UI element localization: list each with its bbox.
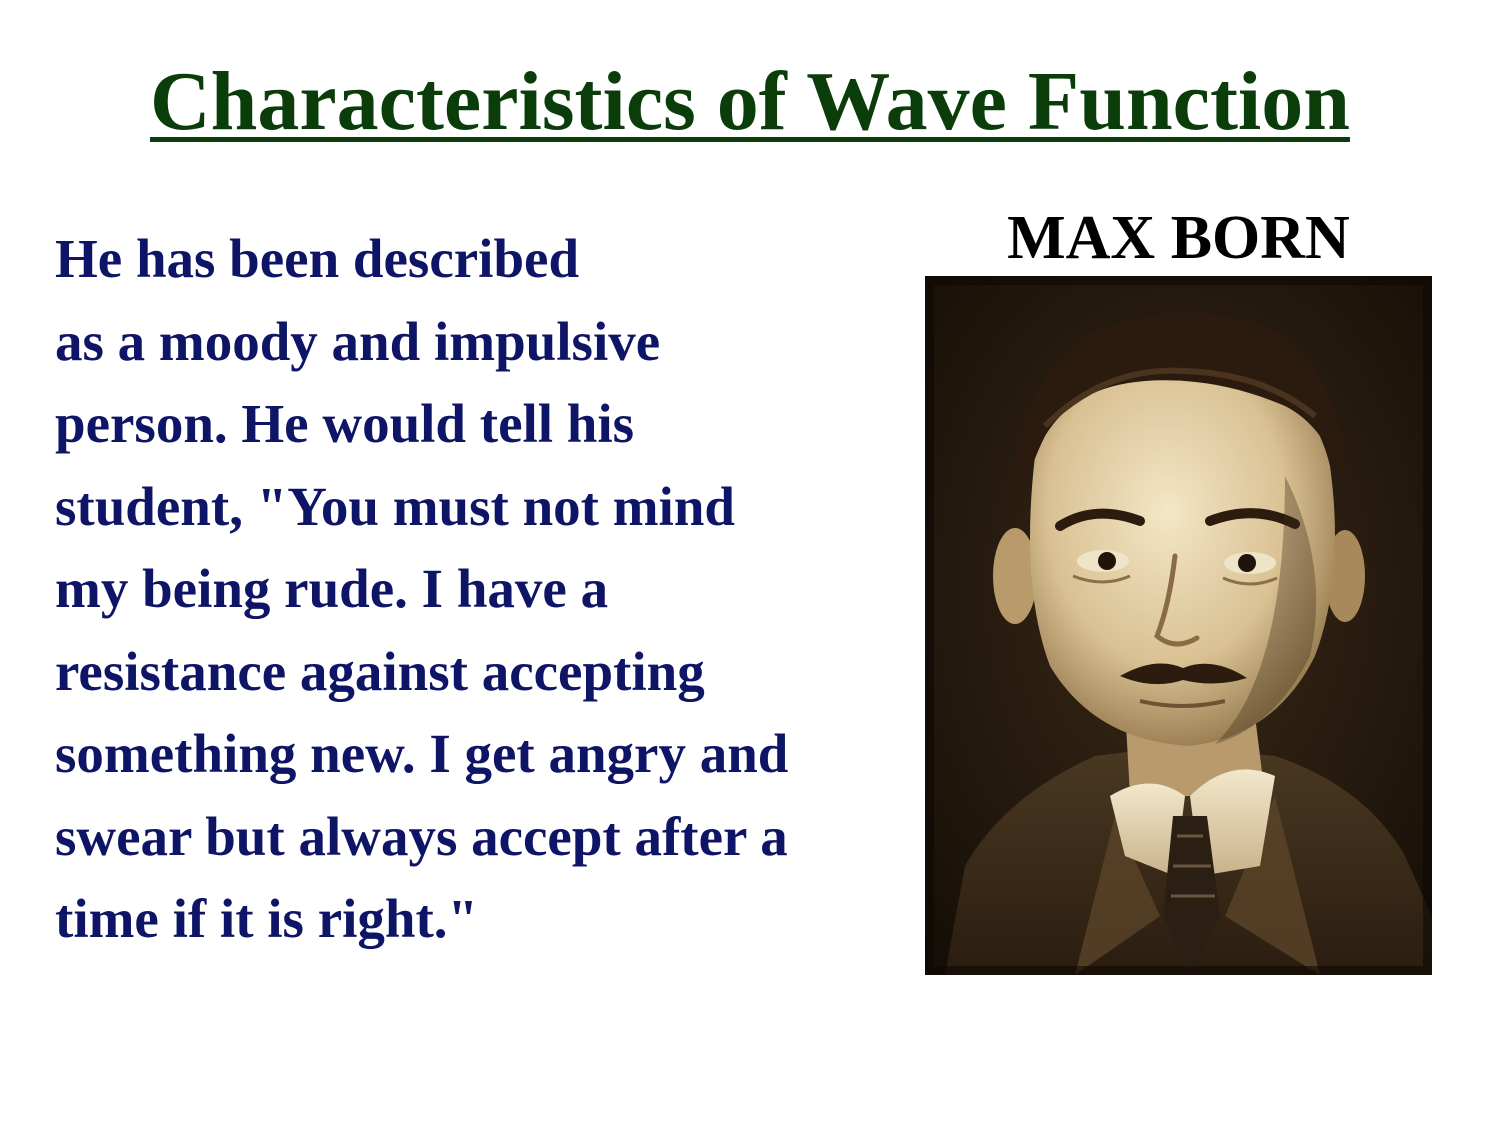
portrait-caption: MAX BORN	[1007, 204, 1350, 272]
quote-line: swear but always accept after a	[55, 805, 788, 867]
quote-line: my being rude. I have a	[55, 558, 609, 619]
quote-line: as a moody and impulsive	[55, 310, 661, 372]
portrait-photo	[925, 276, 1432, 975]
quote-line: resistance against accepting	[55, 640, 705, 702]
quote-line: He has been described	[55, 228, 580, 289]
quote-line: something new. I get angry and	[55, 723, 789, 784]
quote-line: person. He would tell his	[55, 393, 635, 454]
quote-text	[55, 218, 915, 961]
portrait-icon	[925, 276, 1432, 975]
slide-title: Characteristics of Wave Function	[150, 55, 1350, 148]
quote-line: student, "You must not mind	[55, 475, 736, 537]
quote-line: time if it is right."	[55, 888, 479, 949]
